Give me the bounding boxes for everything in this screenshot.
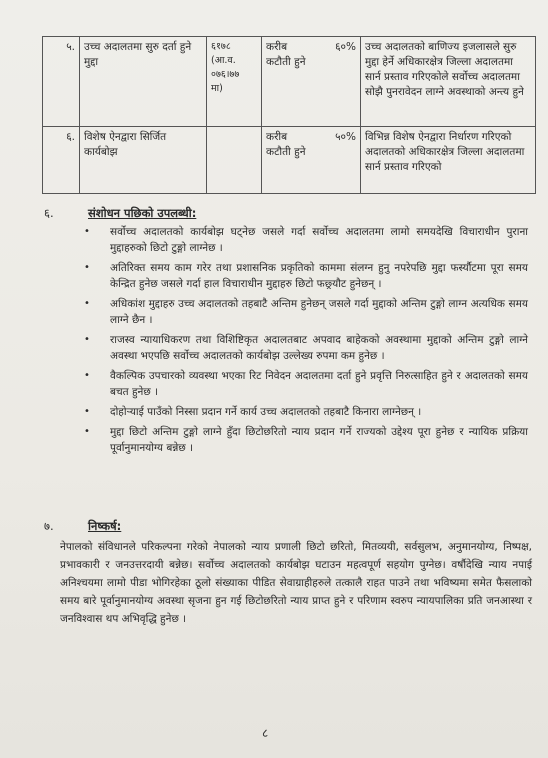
list-item-text: वैकल्पिक उपचारको व्यवस्था भएका रिट निवेदन अदालतमा दर्ता हुने प्रवृत्ति निरुत्साहित हुने र अदालतको समय बचत हुनेछ ।	[110, 370, 528, 398]
case-count-line: ६१७८	[211, 41, 231, 52]
row-reduction	[262, 37, 361, 127]
list-item-text: राजस्व न्यायाधिकरण तथा विशिष्टिकृत अदालतबाट अपवाद बाहेकको अवस्थामा मुद्दाको अन्तिम टुङ्गो लाग्ने अवस्था भएपछि सर्वोच्च अदालतको कार्यबोझ उल्लेख्य रुपमा कम हुनेछ ।	[110, 334, 528, 362]
reduction-rest: कटौती हुने	[266, 146, 306, 158]
page-number: ८	[262, 726, 269, 740]
reduction-rest: कटौती हुने	[266, 56, 306, 68]
case-count-line: (आ.व.	[211, 55, 236, 66]
list-item-text: अधिकांश मुद्दाहरु उच्च अदालतको तहबाटै अन्तिम हुनेछन् जसले गर्दा मुद्दाको अन्तिम टुङ्गो लाग्न अत्यधिक समय लाग्ने छैन ।	[110, 298, 528, 326]
row-title: उच्च अदालतमा सुरु दर्ता हुने मुद्दा	[80, 37, 207, 127]
conclusion-paragraph: नेपालको संविधानले परिकल्पना गरेको नेपालको न्याय प्रणाली छिटो छरितो, मितव्ययी, सर्वसुलभ, अनुमानयोग्य, निष्पक्ष, प्रभावकारी र जनउत्तरदायी बन्नेछ। सर्वोच्च अदालतको कार्यबोझ घटाउन महत्वपूर्ण सहयोग पुग्नेछ। वर्षौदेखि न्याय नपाई अनिश्चयमा लामो पीडा भोगिरहेका ठूलो संख्याका पीडित सेवाग्राहीहरुले तत्कालै राहत पाउने तथा भविष्यमा समेत फैसलाको समय बारे पूर्वानुमानयोग्य अवस्था सृजना हुन गई छिटोछरितो न्याय प्राप्त हुने र परिणाम स्वरुप न्यायपालिका प्रति जनआस्था र जनविश्वास थप अभिवृद्धि हुनेछ ।	[60, 541, 532, 625]
list-item	[44, 404, 528, 420]
section-number: ६.	[44, 206, 54, 220]
section-heading	[44, 518, 528, 534]
case-count-line: मा)	[211, 83, 223, 94]
section-achievements	[44, 205, 528, 460]
list-item	[44, 224, 528, 256]
table-row	[43, 37, 536, 127]
table-row	[43, 127, 536, 194]
list-item	[44, 296, 528, 328]
reduction-word: करीब	[266, 131, 288, 143]
row-title: विशेष ऐनद्वारा सिर्जित कार्यबोझ	[80, 127, 207, 194]
list-item	[44, 424, 528, 456]
list-item-text: सर्वोच्च अदालतको कार्यबोझ घट्नेछ जसले गर्दा सर्वोच्च अदालतमा लामो समयदेखि विचाराधीन पुराना मुद्दाहरुको छिटो टुङ्गो लाग्नेछ ।	[110, 226, 528, 254]
proposal-table	[42, 36, 536, 194]
section-title: निष्कर्ष:	[88, 519, 122, 533]
row-reduction	[262, 127, 361, 194]
section-title: संशोधन पछिको उपलब्धी:	[88, 206, 197, 220]
bullet-icon: •	[84, 334, 90, 345]
row-number: ६.	[43, 127, 80, 194]
list-item	[44, 332, 528, 364]
bullet-icon: •	[84, 406, 90, 417]
row-number: ५.	[43, 37, 80, 127]
section-number: ७.	[44, 519, 54, 533]
bullet-icon: •	[84, 262, 90, 273]
list-item	[44, 368, 528, 400]
row-case-count	[207, 37, 262, 127]
list-item-text: दोहोऱ्याई पाउँको निस्सा प्रदान गर्ने कार्य उच्च अदालतको तहबाटै किनारा लाग्नेछन् ।	[110, 406, 422, 418]
bullet-icon: •	[84, 426, 90, 437]
reduction-word: करीब	[266, 41, 288, 53]
reduction-line	[266, 40, 356, 55]
section-heading	[44, 205, 528, 221]
list-item-text: मुद्दा छिटो अन्तिम टुङ्गो लाग्ने हुँदा छिटोछरितो न्याय प्रदान गर्ने राज्यको उद्देश्य पूरा हुनेछ र न्यायिक प्रक्रिया पूर्वानुमानयोग्य बन्नेछ ।	[110, 426, 528, 454]
row-remark: उच्च अदालतको बाणिज्य इजलासले सुरु मुद्दा हेर्ने अधिकारक्षेत्र जिल्ला अदालतमा सार्न प्रस्ताव गरिएकोले सर्वोच्च अदालतमा सोझै पुनरावेदन लाग्ने अवस्थाको अन्त्य हुने	[361, 37, 536, 127]
section-conclusion	[44, 518, 528, 534]
bullet-icon: •	[84, 370, 90, 381]
row-remark: विभिन्न विशेष ऐनद्वारा निर्धारण गरिएको अदालतको अधिकारक्षेत्र जिल्ला अदालतमा सार्न प्रस्ताव गरिएको	[361, 127, 536, 194]
case-count-line: ०७६।७७	[211, 69, 240, 80]
row-case-count	[207, 127, 262, 194]
reduction-line	[266, 130, 356, 145]
bullet-icon: •	[84, 226, 90, 237]
bullet-icon: •	[84, 298, 90, 309]
reduction-percent: ५०%	[335, 131, 356, 143]
achievements-list	[44, 224, 528, 456]
reduction-percent: ६०%	[335, 41, 356, 53]
list-item	[44, 260, 528, 292]
list-item-text: अतिरिक्त समय काम गरेर तथा प्रशासनिक प्रकृतिको काममा संलग्न हुनु नपरेपछि मुद्दा फर्स्यौटमा पूरा समय केन्द्रित हुनेछ जसले गर्दा हाल विचाराधीन मुद्दाहरु छिटो फछ्र्यौट हुनेछन् ।	[110, 262, 528, 290]
